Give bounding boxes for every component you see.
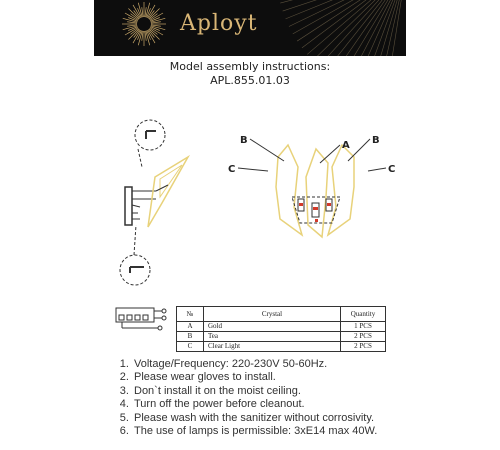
page-title: Model assembly instructions: — [169, 60, 331, 73]
front-view-diagram — [222, 127, 412, 252]
row-quantity: 1 PCS — [341, 322, 386, 332]
row-crystal: Gold — [204, 322, 341, 332]
row-crystal: Tea — [204, 332, 341, 342]
label-c-right: C — [388, 164, 396, 175]
crystal-table — [176, 306, 386, 352]
row-no: C — [177, 342, 204, 352]
side-view-diagram — [100, 115, 200, 290]
table-header-row — [177, 307, 386, 322]
row-crystal: Clear Light — [204, 342, 341, 352]
table-row — [177, 322, 386, 332]
label-b-left: B — [240, 135, 248, 146]
table-row — [177, 342, 386, 352]
label-c-left: C — [228, 164, 236, 175]
brand-banner — [94, 0, 406, 56]
instruction-item: 1. Voltage/Frequency: 220-230V 50-60Hz. — [132, 358, 462, 371]
label-a: A — [342, 140, 350, 151]
instruction-item: 3. Don`t install it on the moist ceiling. — [132, 385, 462, 398]
instruction-item: 5. Please wash with the sanitizer without corrosivity. — [132, 412, 462, 425]
header-no: № — [177, 307, 204, 322]
model-number: APL.855.01.03 — [210, 74, 290, 87]
wiring-diagram — [114, 306, 168, 332]
row-no: B — [177, 332, 204, 342]
row-quantity: 2 PCS — [341, 332, 386, 342]
label-b-right: B — [372, 135, 380, 146]
instruction-item: 4. Turn off the power before cleanout. — [132, 398, 462, 411]
brand-name: Aployt — [180, 11, 258, 36]
instructions-list — [114, 358, 462, 438]
row-quantity: 2 PCS — [341, 342, 386, 352]
instruction-item: 6. The use of lamps is permissible: 3xE14 max 40W. — [132, 425, 462, 438]
table-row — [177, 332, 386, 342]
instruction-item: 2. Please wear gloves to install. — [132, 371, 462, 384]
row-no: A — [177, 322, 204, 332]
header-quantity: Quantity — [341, 307, 386, 322]
header-crystal: Crystal — [204, 307, 341, 322]
